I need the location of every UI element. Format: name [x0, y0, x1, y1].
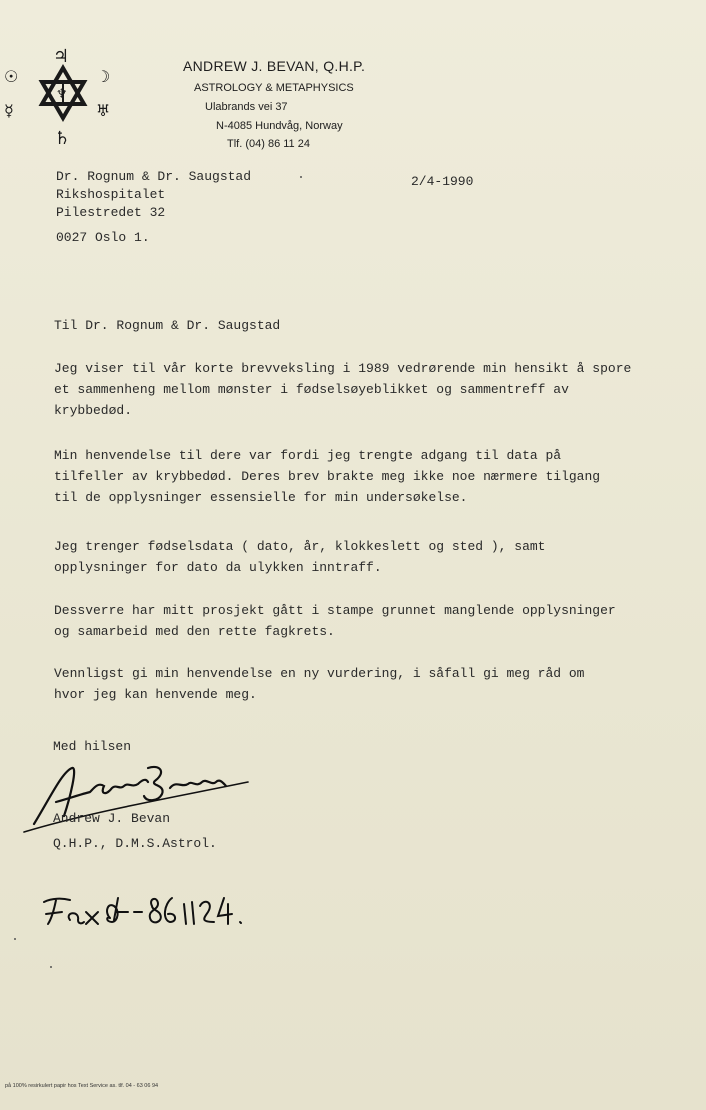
handwritten-fax-note [40, 892, 250, 932]
astrology-star-logo [4, 40, 122, 150]
body-line: Vennligst gi min henvendelse en ny vurdering, i såfall gi meg råd om [54, 666, 585, 681]
body-line: og samarbeid med den rette fagkrets. [54, 624, 335, 639]
body-line: tilfeller av krybbedød. Deres brev brakte meg ikke noe nærmere tilgang [54, 469, 601, 484]
body-paragraph [54, 358, 631, 421]
recipient-address [56, 168, 251, 247]
saturn-symbol: ♄ [54, 128, 71, 149]
sender-profession: ASTROLOGY & METAPHYSICS [194, 82, 354, 94]
salutation: Til Dr. Rognum & Dr. Saugstad [54, 318, 281, 333]
typed-signature-name: Andrew J. Bevan [53, 811, 171, 826]
body-line: Dessverre har mitt prosjekt gått i stampe grunnet manglende opplysninger [54, 603, 616, 618]
jupiter-symbol: ♃ [53, 46, 70, 67]
paper-footer-note: på 100% resirkulert papir hos Text Service as. tlf. 04 - 63 06 94 [5, 1083, 159, 1089]
recipient-line: Rikshospitalet [56, 187, 166, 202]
body-line: Min henvendelse til dere var fordi jeg trengte adgang til data på [54, 448, 562, 463]
paper-speck [300, 176, 302, 178]
sender-city: N-4085 Hundvåg, Norway [216, 120, 343, 132]
neptune-symbol: ♆ [56, 87, 68, 102]
recipient-line: 0027 Oslo 1. [56, 230, 150, 245]
closing: Med hilsen [53, 739, 132, 754]
letter-date: 2/4-1990 [411, 174, 474, 189]
body-line: Jeg viser til vår korte brevveksling i 1989 vedrørende min hensikt å spore [54, 361, 632, 376]
body-paragraph [54, 445, 600, 508]
sun-symbol: ☉ [4, 67, 19, 86]
body-paragraph [54, 536, 545, 578]
recipient-line: Pilestredet 32 [56, 205, 166, 220]
sender-phone: Tlf. (04) 86 11 24 [227, 138, 310, 150]
body-line: opplysninger for dato da ulykken inntraff. [54, 560, 382, 575]
paper-speck [14, 938, 16, 940]
uranus-symbol: ♅ [96, 101, 111, 120]
body-line: et sammenheng mellom mønster i fødselsøyeblikket og sammentreff av [54, 382, 569, 397]
sender-street: Ulabrands vei 37 [205, 101, 288, 113]
body-line: Jeg trenger fødselsdata ( dato, år, klokkeslett og sted ), samt [54, 539, 546, 554]
body-line: hvor jeg kan henvende meg. [54, 687, 257, 702]
paper-speck [50, 966, 52, 968]
sender-name: ANDREW J. BEVAN, Q.H.P. [183, 58, 366, 74]
recipient-line: Dr. Rognum & Dr. Saugstad [56, 169, 252, 184]
moon-symbol: ☽ [96, 67, 111, 86]
body-line: krybbedød. [54, 403, 133, 418]
letterhead [183, 58, 366, 150]
body-paragraph [54, 600, 616, 642]
body-line: til de opplysninger essensielle for min undersøkelse. [54, 490, 468, 505]
body-paragraph [54, 663, 585, 705]
signature-title: Q.H.P., D.M.S.Astrol. [53, 836, 217, 851]
mercury-symbol: ☿ [4, 101, 14, 120]
